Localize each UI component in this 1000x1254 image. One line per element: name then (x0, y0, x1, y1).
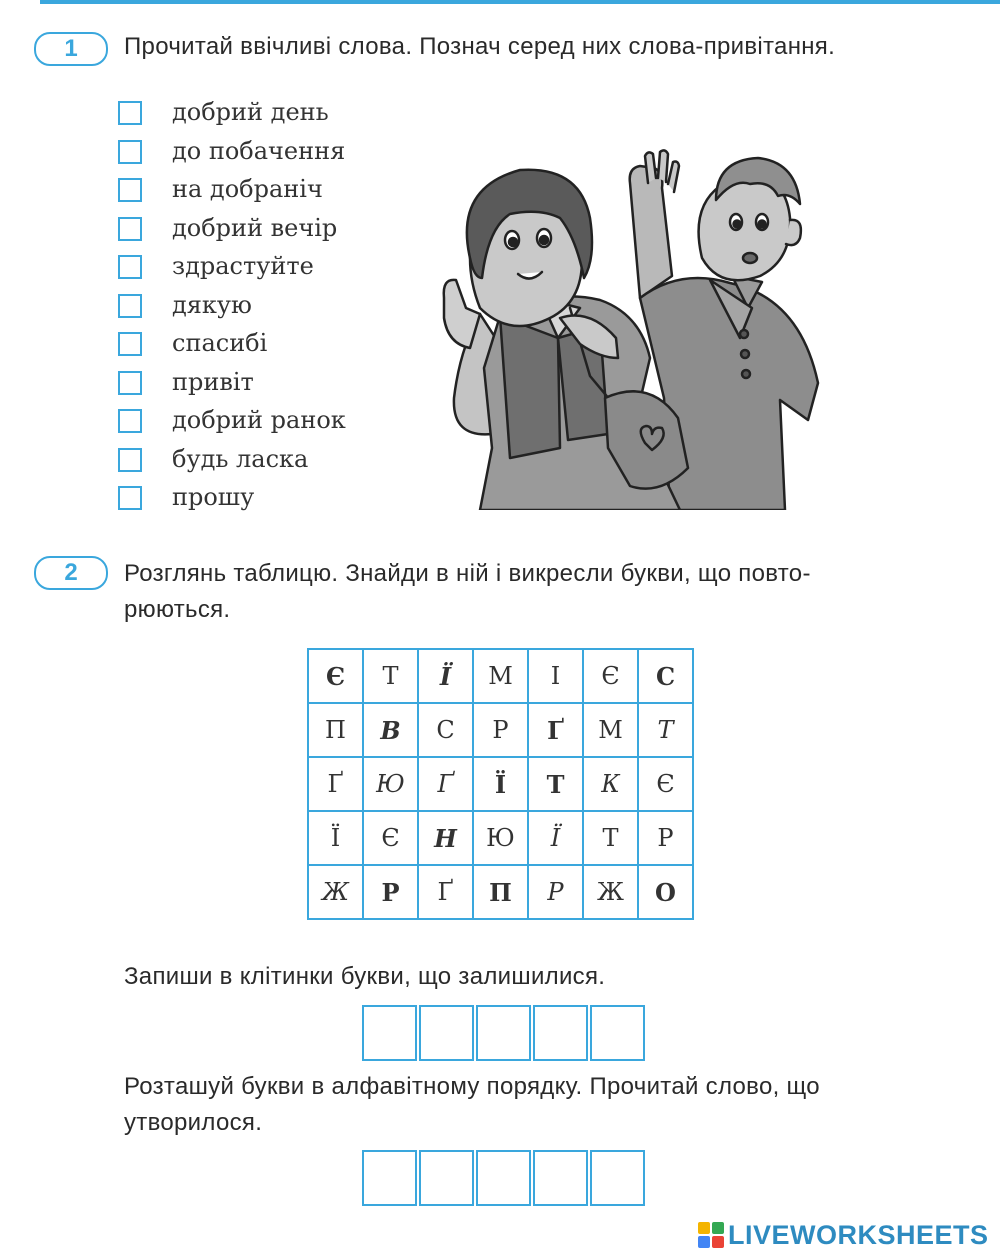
option-checkbox[interactable] (118, 255, 142, 279)
grid-cell[interactable]: Ж (308, 865, 363, 919)
answer-cell[interactable] (419, 1150, 474, 1206)
grid-cell[interactable]: Є (583, 649, 638, 703)
grid-cell[interactable]: Т (363, 649, 418, 703)
answer-cell[interactable] (419, 1005, 474, 1061)
logo-squares-icon (698, 1222, 724, 1248)
grid-cell[interactable]: М (583, 703, 638, 757)
answer-cell[interactable] (476, 1150, 531, 1206)
grid-cell[interactable]: Р (528, 865, 583, 919)
top-divider-line (40, 0, 1000, 4)
option-checkbox[interactable] (118, 101, 142, 125)
grid-cell[interactable]: Ї (528, 811, 583, 865)
option-checkbox[interactable] (118, 294, 142, 318)
task2-instruction-line2: рюються. (124, 596, 231, 623)
answer-row-alphabetical (362, 1150, 647, 1206)
option-label: добрий вечір (172, 214, 338, 242)
grid-cell[interactable]: С (638, 649, 693, 703)
option-item[interactable] (118, 212, 338, 246)
option-item[interactable] (118, 250, 314, 284)
grid-row (308, 649, 693, 703)
liveworksheets-logo[interactable] (698, 1218, 989, 1252)
option-checkbox[interactable] (118, 140, 142, 164)
grid-cell[interactable]: Ґ (418, 757, 473, 811)
option-checkbox[interactable] (118, 409, 142, 433)
grid-cell[interactable]: М (473, 649, 528, 703)
order-prompt-line2: утворилося. (124, 1109, 263, 1136)
grid-cell[interactable]: Н (418, 811, 473, 865)
grid-cell[interactable]: Р (473, 703, 528, 757)
girl-vest (500, 316, 560, 458)
answer-cell[interactable] (533, 1150, 588, 1206)
option-checkbox[interactable] (118, 332, 142, 356)
grid-cell[interactable]: Ґ (528, 703, 583, 757)
option-checkbox[interactable] (118, 178, 142, 202)
grid-cell[interactable]: Ж (583, 865, 638, 919)
answer-cell[interactable] (533, 1005, 588, 1061)
option-label: здрастуйте (172, 252, 314, 280)
option-item[interactable] (118, 289, 252, 323)
boy-raised-arm (630, 166, 672, 298)
answer-cell[interactable] (476, 1005, 531, 1061)
option-item[interactable] (118, 443, 309, 477)
task-number-badge: 2 (34, 556, 108, 590)
grid-cell[interactable]: Р (638, 811, 693, 865)
option-checkbox[interactable] (118, 486, 142, 510)
grid-cell[interactable]: Є (363, 811, 418, 865)
grid-cell[interactable]: Т (528, 757, 583, 811)
grid-cell[interactable]: Ю (363, 757, 418, 811)
task-number-badge: 1 (34, 32, 108, 66)
option-label: прошу (172, 483, 255, 511)
option-label: добрий ранок (172, 406, 346, 434)
grid-cell[interactable]: Ґ (418, 865, 473, 919)
letter-grid (307, 648, 694, 920)
grid-cell[interactable]: І (528, 649, 583, 703)
answer-cell[interactable] (362, 1150, 417, 1206)
grid-cell[interactable]: Т (638, 703, 693, 757)
option-item[interactable] (118, 96, 329, 130)
option-checkbox[interactable] (118, 448, 142, 472)
option-item[interactable] (118, 135, 346, 169)
task2-instruction-line1: Розглянь таблицю. Знайди в ній і викресли букви, що повто- (124, 560, 811, 587)
answer-cell[interactable] (590, 1005, 645, 1061)
option-item[interactable] (118, 366, 254, 400)
option-label: спасибі (172, 329, 268, 357)
option-item[interactable] (118, 404, 346, 438)
option-label: дякую (172, 291, 252, 319)
grid-row (308, 811, 693, 865)
grid-cell[interactable]: К (583, 757, 638, 811)
children-waving-illustration (440, 148, 830, 510)
grid-cell[interactable]: Ї (473, 757, 528, 811)
option-label: привіт (172, 368, 254, 396)
grid-cell[interactable]: В (363, 703, 418, 757)
option-checkbox[interactable] (118, 217, 142, 241)
grid-row (308, 703, 693, 757)
grid-cell[interactable]: Є (638, 757, 693, 811)
option-label: добрий день (172, 98, 329, 126)
grid-cell[interactable]: П (308, 703, 363, 757)
logo-text: LIVEWORKSHEETS (728, 1219, 989, 1250)
answer-cell[interactable] (362, 1005, 417, 1061)
write-prompt: Запиши в клітинки букви, що залишилися. (124, 963, 606, 990)
grid-cell[interactable]: Ї (308, 811, 363, 865)
option-checkbox[interactable] (118, 371, 142, 395)
grid-row (308, 757, 693, 811)
grid-cell[interactable]: С (418, 703, 473, 757)
option-item[interactable] (118, 327, 268, 361)
option-label: до побачення (172, 137, 346, 165)
grid-cell[interactable]: О (638, 865, 693, 919)
grid-row (308, 865, 693, 919)
grid-cell[interactable]: Р (363, 865, 418, 919)
task1-instruction: Прочитай ввічливі слова. Познач серед них слова-привітання. (124, 33, 836, 60)
grid-cell[interactable]: П (473, 865, 528, 919)
answer-row-remaining-letters (362, 1005, 647, 1061)
answer-cell[interactable] (590, 1150, 645, 1206)
grid-cell[interactable]: Т (583, 811, 638, 865)
grid-cell[interactable]: Ю (473, 811, 528, 865)
option-label: на добраніч (172, 175, 323, 203)
grid-cell[interactable]: Є (308, 649, 363, 703)
option-item[interactable] (118, 481, 255, 515)
option-item[interactable] (118, 173, 323, 207)
grid-cell[interactable]: Ґ (308, 757, 363, 811)
option-label: будь ласка (172, 445, 309, 473)
order-prompt-line1: Розташуй букви в алфавітному порядку. Прочитай слово, що (124, 1073, 820, 1100)
grid-cell[interactable]: Ї (418, 649, 473, 703)
